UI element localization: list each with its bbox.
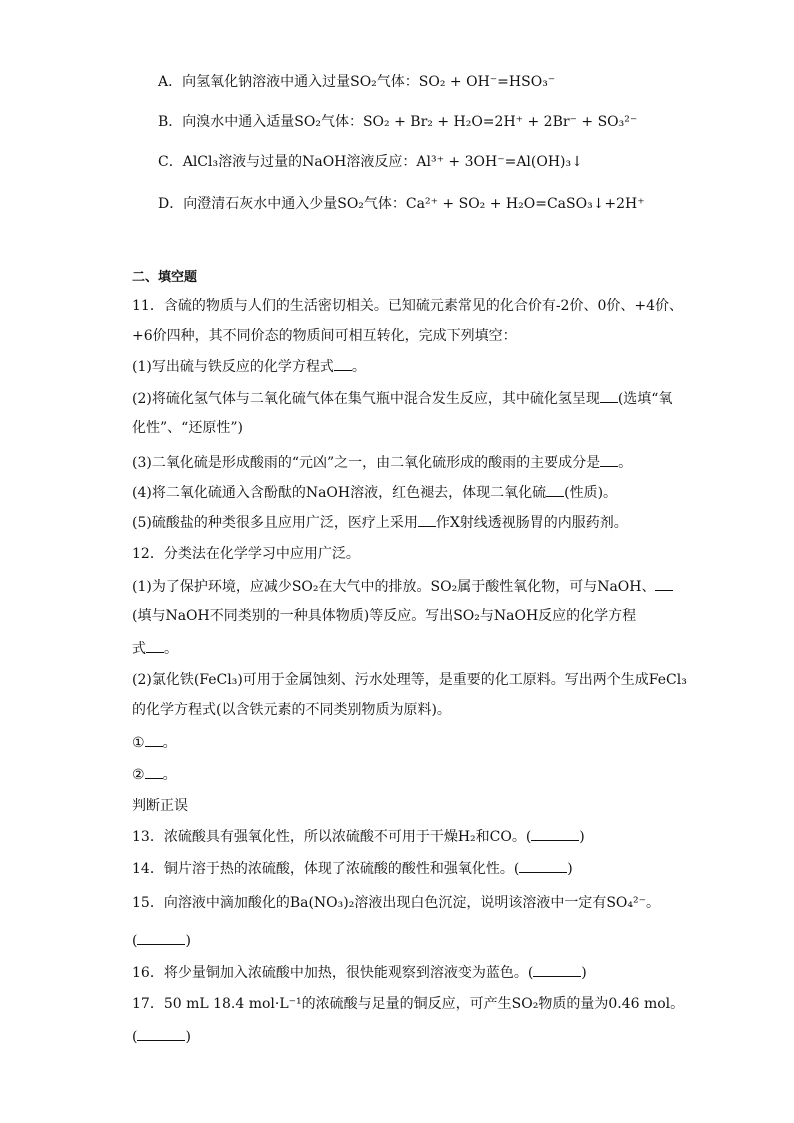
paren-open: ( xyxy=(527,965,534,981)
q11-part4-tail: (性质)。 xyxy=(564,485,618,501)
option-b-text: B．向溴水中通入适量SO₂气体： xyxy=(158,114,363,130)
option-b-equation: SO₂ + Br₂ + H₂O=2H⁺ + 2Br⁻ + SO₃²⁻ xyxy=(362,114,638,130)
paren-close: ) xyxy=(567,861,573,877)
q11-intro-line2: +6价四种，其不同价态的物质间可相互转化，完成下列填空： xyxy=(132,328,517,344)
q12-part1-blank-b[interactable] xyxy=(146,638,164,653)
period: 。 xyxy=(162,767,177,783)
judge-q15-answer xyxy=(132,930,191,951)
judge-q13-blank[interactable] xyxy=(531,826,579,841)
judge-q13-text: 13．浓硫酸具有强氧化性，所以浓硫酸不可用于干燥H₂和CO。 xyxy=(132,829,526,845)
judge-q14 xyxy=(132,858,573,879)
circle-1-marker: ① xyxy=(132,735,145,751)
q12-part1-end-text: 式 xyxy=(132,641,146,657)
q12-part1 xyxy=(132,576,673,597)
option-a-equation: SO₂ + OH⁻=HSO₃⁻ xyxy=(418,74,556,90)
paren-open: ( xyxy=(513,861,520,877)
q11-part4-blank[interactable] xyxy=(546,482,564,497)
q12-part2-cont: 的化学方程式(以含铁元素的不同类别物质为原料)。 xyxy=(132,702,451,718)
period: 。 xyxy=(351,359,366,375)
q11-part4-text: (4)将二氧化硫通入含酚酞的NaOH溶液，红色褪去，体现二氧化硫 xyxy=(132,485,547,501)
judge-q16-blank[interactable] xyxy=(533,962,581,977)
judge-q17-answer xyxy=(132,1026,191,1047)
circle-2-marker: ② xyxy=(132,767,145,783)
q11-part2-hint: (选填“氧 xyxy=(617,391,673,407)
q11-part2-text: (2)将硫化氢气体与二氧化硫气体在集气瓶中混合发生反应，其中硫化氢呈现 xyxy=(132,391,600,407)
paren-close: ) xyxy=(185,933,191,949)
period: 。 xyxy=(618,455,633,471)
q11-part3-text: (3)二氧化硫是形成酸雨的“元凶”之一，由二氧化硫形成的酸雨的主要成分是 xyxy=(132,455,601,471)
judge-q17-blank[interactable] xyxy=(137,1026,185,1041)
q12-answer-2 xyxy=(132,764,177,785)
q11-part2 xyxy=(132,388,672,409)
q11-part1-blank[interactable] xyxy=(334,356,352,371)
q12-answer-2-blank[interactable] xyxy=(145,764,163,779)
paren-close: ) xyxy=(579,829,585,845)
paren-open: ( xyxy=(132,933,138,949)
option-c xyxy=(158,152,583,172)
option-a-text: A．向氢氧化钠溶液中通入过量SO₂气体： xyxy=(158,74,419,90)
q11-part3-blank[interactable] xyxy=(600,452,618,467)
option-d-equation: Ca²⁺ + SO₂ + H₂O=CaSO₃↓+2H⁺ xyxy=(405,196,645,212)
option-c-text: C．AlCl₃溶液与过量的NaOH溶液反应： xyxy=(158,154,417,170)
option-d-text: D．向澄清石灰水中通入少量SO₂气体： xyxy=(158,196,406,212)
paren-open: ( xyxy=(525,829,532,845)
option-d xyxy=(158,194,645,214)
q11-part5-blank[interactable] xyxy=(418,512,436,527)
q11-part5 xyxy=(132,512,628,533)
q12-part1-cont: (填与NaOH不同类别的一种具体物质)等反应。写出SO₂与NaOH反应的化学方程 xyxy=(132,608,637,624)
section-title-fill: 二、填空题 xyxy=(132,270,198,285)
section-title-judge: 判断正误 xyxy=(132,798,188,814)
judge-q14-blank[interactable] xyxy=(519,858,567,873)
period: 。 xyxy=(164,641,178,657)
q11-part1 xyxy=(132,356,366,377)
q12-part1-blank-a[interactable] xyxy=(655,576,673,591)
judge-q16-text: 16．将少量铜加入浓硫酸中加热，很快能观察到溶液变为蓝色。 xyxy=(132,965,528,981)
option-b xyxy=(158,112,637,132)
paren-close: ) xyxy=(185,1029,191,1045)
option-a xyxy=(158,72,555,92)
q12-part2: (2)氯化铁(FeCl₃)可用于金属蚀刻、污水处理等，是重要的化工原料。写出两个生成FeCl₃ xyxy=(132,672,687,688)
judge-q15: 15．向溶液中滴加酸化的Ba(NO₃)₂溶液出现白色沉淀，说明该溶液中一定有SO₄²⁻。 xyxy=(132,895,661,911)
q12-answer-1 xyxy=(132,732,177,753)
judge-q15-blank[interactable] xyxy=(137,930,185,945)
period: 。 xyxy=(162,735,177,751)
paren-close: ) xyxy=(581,965,587,981)
q12-part1-end xyxy=(132,638,178,659)
q11-intro-line1: 11．含硫的物质与人们的生活密切相关。已知硫元素常见的化合价有-2价、0价、+4价、 xyxy=(132,298,683,314)
q11-part2-blank[interactable] xyxy=(600,388,618,403)
q11-part1-text: (1)写出硫与铁反应的化学方程式 xyxy=(132,359,334,375)
option-c-equation: Al³⁺ + 3OH⁻=Al(OH)₃↓ xyxy=(416,154,583,170)
judge-q14-text: 14．铜片溶于热的浓硫酸，体现了浓硫酸的酸性和强氧化性。 xyxy=(132,861,514,877)
q11-part4 xyxy=(132,482,617,503)
judge-q13 xyxy=(132,826,585,847)
q11-part5-tail: 作X射线透视肠胃的内服药剂。 xyxy=(435,515,628,531)
q12-answer-1-blank[interactable] xyxy=(145,732,163,747)
q11-part2-cont: 化性”、“还原性”) xyxy=(132,420,243,436)
q11-part3 xyxy=(132,452,632,473)
q12-part1-text: (1)为了保护环境，应减少SO₂在大气中的排放。SO₂属于酸性氧化物，可与NaOH、 xyxy=(132,579,656,595)
judge-q16 xyxy=(132,962,587,983)
q11-part5-text: (5)硫酸盐的种类很多且应用广泛，医疗上采用 xyxy=(132,515,418,531)
judge-q17: 17．50 mL 18.4 mol·L⁻¹的浓硫酸与足量的铜反应，可产生SO₂物质的量为0.46 mol。 xyxy=(132,996,685,1012)
q12-intro: 12．分类法在化学学习中应用广泛。 xyxy=(132,546,360,562)
paren-open: ( xyxy=(132,1029,138,1045)
